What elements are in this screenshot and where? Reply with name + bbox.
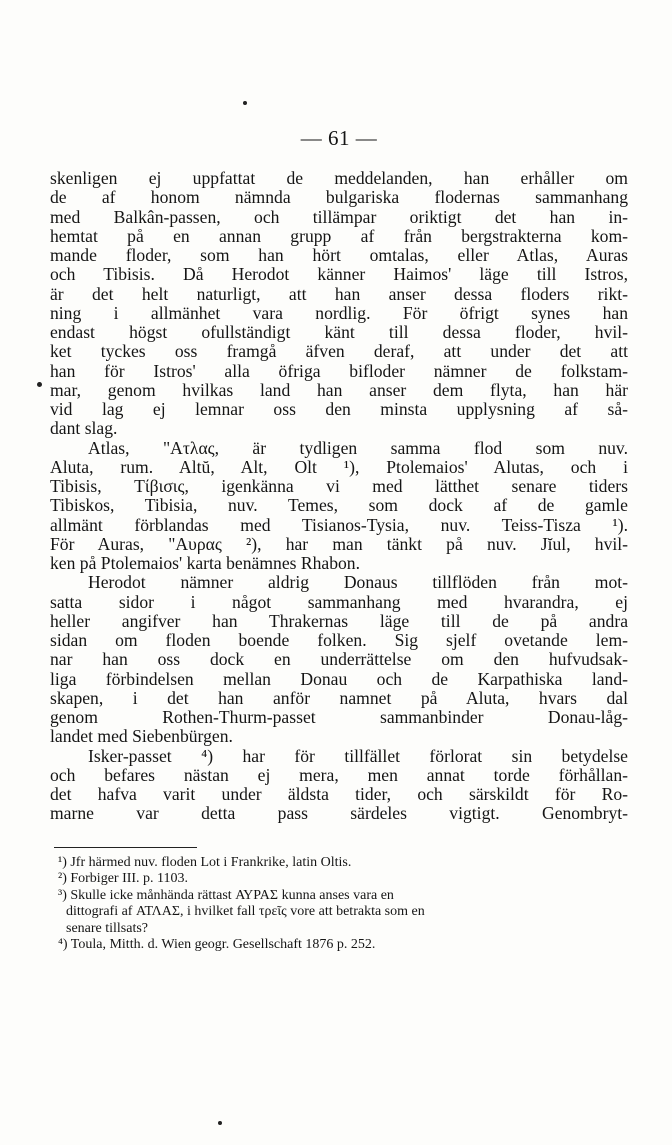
text-line: sidan om floden boende folken. Sig sjelf ovetande lem- bbox=[50, 630, 628, 650]
text-line: hemtat på en annan grupp af från bergstrakterna kom- bbox=[50, 225, 628, 246]
text-line: ning i allmänhet vara nordlig. För öfrigt synes han bbox=[50, 302, 628, 323]
text-line: allmänt förblandas med Tisianos-Tysia, nuv. Teiss-Tisza ¹). bbox=[50, 514, 628, 535]
body-text bbox=[50, 169, 628, 824]
text-line: ken på Ptolemaios' karta benämnes Rhabon. bbox=[50, 553, 361, 573]
footnote-divider bbox=[54, 847, 197, 848]
text-line: Aluta, rum. Altŭ, Alt, Olt ¹), Ptolemaios' Alutas, och i bbox=[50, 456, 628, 477]
text-line: är det helt naturligt, att han anser dessa floders rikt- bbox=[50, 283, 628, 304]
text-line: marne var detta pass särdeles vigtigt. Genombryt- bbox=[50, 803, 628, 824]
footnote-1: ¹) Jfr härmed nuv. floden Lot i Frankrike, latin Oltis. bbox=[58, 854, 352, 870]
text-line: Tibisis, Τίβισις, igenkänna vi med lätthet senare tiders bbox=[50, 476, 628, 496]
text-line: heller angifver han Thrakernas läge till de på andra bbox=[50, 610, 628, 631]
footnote-2: ²) Forbiger III. p. 1103. bbox=[58, 871, 189, 886]
document-page bbox=[50, 120, 628, 954]
footnote-3-continuation-end: senare tillsats? bbox=[66, 920, 149, 936]
paragraph-4 bbox=[50, 747, 628, 824]
text-line: han för Istros' alla öfriga bifloder nämner de folkstam- bbox=[50, 360, 628, 381]
paragraph-2 bbox=[50, 439, 628, 574]
text-line: För Auras, "Αυρας ²), har man tänkt på nuv. Jĭul, hvil- bbox=[50, 533, 628, 554]
page-number: — 61 — bbox=[300, 126, 378, 150]
text-line: endast högst ofullständigt känt till dessa floder, hvil- bbox=[50, 322, 628, 342]
text-line: nar han oss dock en underrättelse om den hufvudsak- bbox=[50, 649, 628, 670]
footnote-4: ⁴) Toula, Mitth. d. Wien geogr. Gesellschaft 1876 p. 252. bbox=[58, 937, 376, 952]
text-line: det hafva varit under äldsta tider, och särskildt för Ro- bbox=[50, 784, 628, 804]
text-line: liga förbindelsen mellan Donau och de Karpathiska land- bbox=[50, 668, 628, 689]
text-line: satta sidor i något sammanhang med hvarandra, ej bbox=[50, 591, 628, 612]
paragraph-1 bbox=[50, 169, 628, 439]
paragraph-3 bbox=[50, 573, 628, 746]
footnote-3: ³) Skulle icke månhända rättast ΑΥΡΑΣ kunna anses vara en bbox=[58, 887, 394, 903]
text-line: dant slag. bbox=[50, 418, 118, 439]
text-line: Isker-passet ⁴) har för tillfället förlorat sin betydelse bbox=[88, 745, 628, 766]
text-line: mar, genom hvilkas land han anser dem flyta, han här bbox=[50, 379, 628, 400]
text-line: skapen, i det han anför namnet på Aluta, hvars dal bbox=[50, 687, 628, 708]
text-line: och Tibisis. Då Herodot känner Haimos' läge till Istros, bbox=[50, 264, 628, 285]
text-line: och befares nästan ej mera, men annat torde förhållan- bbox=[50, 764, 628, 785]
footnote-3-continuation: dittografi af ΑΤΛΑΣ, i hvilket fall τρεῖς vore att betrakta som en bbox=[66, 904, 425, 919]
text-line: ket tyckes oss framgå äfven deraf, att under det att bbox=[50, 341, 628, 362]
text-line: Atlas, "Ατλας, är tydligen samma flod som nuv. bbox=[88, 437, 628, 458]
text-line: de af honom nämnda bulgariska flodernas sammanhang bbox=[50, 187, 628, 208]
text-line: genom Rothen-Thurm-passet sammanbinder Donau-låg- bbox=[50, 707, 628, 727]
text-line: vid lag ej lemnar oss den minsta upplysning af så- bbox=[50, 399, 628, 419]
text-line: Tibiskos, Tibisia, nuv. Temes, som dock af de gamle bbox=[50, 495, 628, 516]
stray-ink-mark-bottom bbox=[218, 1121, 222, 1125]
text-line: landet med Siebenbürgen. bbox=[50, 726, 233, 747]
margin-ink-mark bbox=[37, 382, 42, 387]
text-line: skenligen ej uppfattat de meddelanden, han erhåller om bbox=[50, 168, 628, 188]
text-line: Herodot nämner aldrig Donaus tillflöden från mot- bbox=[88, 572, 628, 593]
footnotes bbox=[58, 855, 628, 954]
text-line: mande floder, som han hört omtalas, eller Atlas, Auras bbox=[50, 245, 628, 265]
text-line: med Balkân-passen, och tillämpar oriktigt det han in- bbox=[50, 206, 628, 227]
stray-ink-mark-top bbox=[243, 101, 247, 105]
